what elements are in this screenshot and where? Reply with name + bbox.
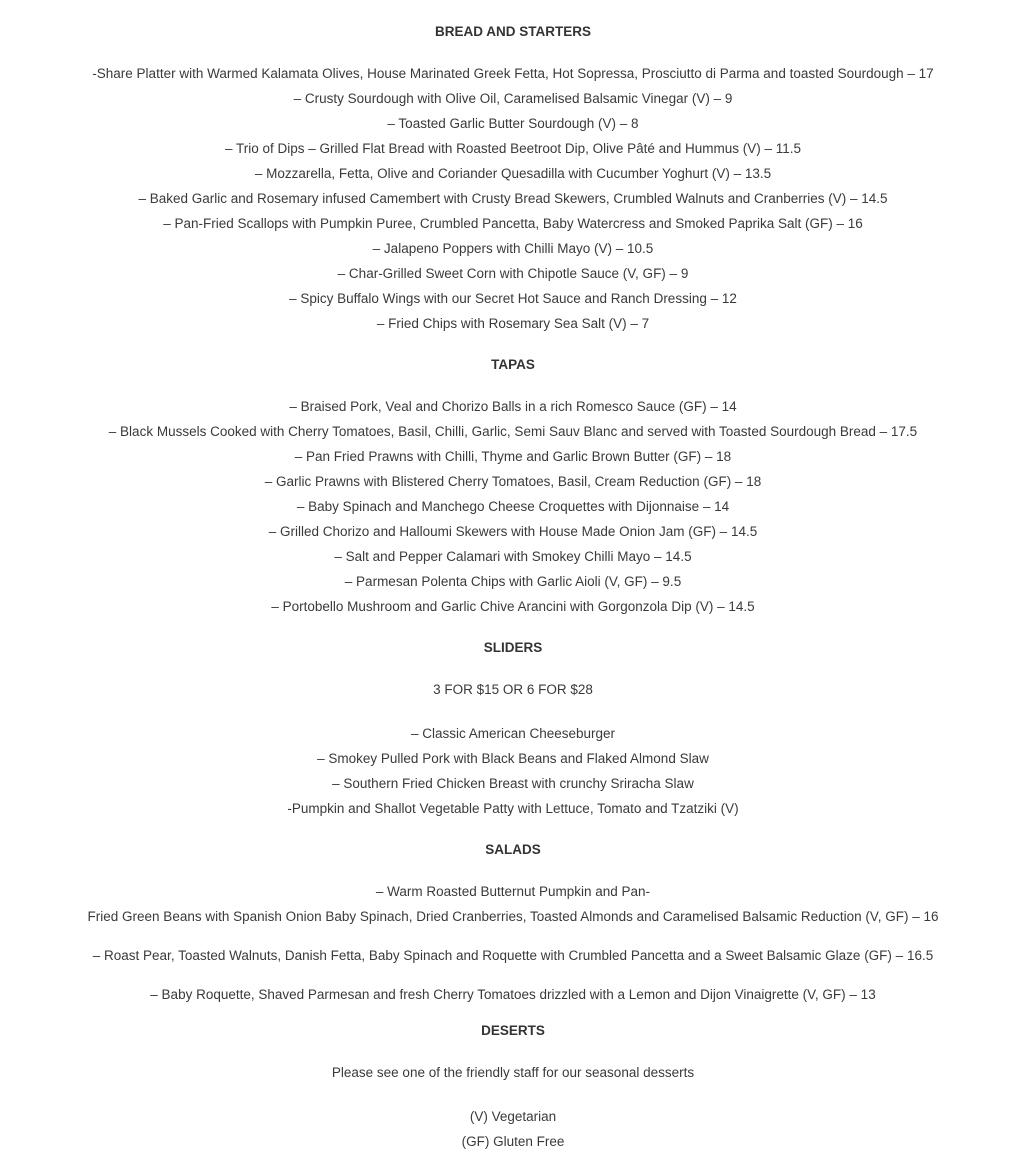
menu-item: – Fried Chips with Rosemary Sea Salt (V) – 7 [376,316,650,331]
section-title-bread-and-starters: BREAD AND STARTERS [434,24,591,39]
menu-item: – Trio of Dips – Grilled Flat Bread with Roasted Beetroot Dip, Olive Pâté and Hummus (V) – 11.5 [224,141,801,156]
legend-vegetarian: (V) Vegetarian [469,1109,557,1124]
deserts-text: Please see one of the friendly staff for our seasonal desserts [331,1065,695,1080]
menu-item: – Pan-Fried Scallops with Pumpkin Puree, Crumbled Pancetta, Baby Watercress and Smoked Paprika Salt (GF) – 16 [163,216,863,231]
menu-item: – Salt and Pepper Calamari with Smokey Chilli Mayo – 14.5 [334,549,692,564]
section-title-sliders: SLIDERS [483,640,543,655]
menu-item: – Baby Spinach and Manchego Cheese Croquettes with Dijonnaise – 14 [296,499,730,514]
menu-item: – Black Mussels Cooked with Cherry Tomatoes, Basil, Chilli, Garlic, Semi Sauv Blanc and served with Toasted Sourdough Bread – 17.5 [108,424,918,439]
salad-item [18,879,1008,929]
menu-item: – Toasted Garlic Butter Sourdough (V) – 8 [387,116,639,131]
section-title-deserts: DESERTS [481,1023,545,1038]
sliders-list [18,721,1008,821]
menu-item: – Grilled Chorizo and Halloumi Skewers with House Made Onion Jam (GF) – 14.5 [268,524,758,539]
section-title-salads: SALADS [485,842,541,857]
menu-item: – Parmesan Polenta Chips with Garlic Aioli (V, GF) – 9.5 [344,574,682,589]
section-title-tapas: TAPAS [491,357,535,372]
menu-item: – Char-Grilled Sweet Corn with Chipotle Sauce (V, GF) – 9 [337,266,689,281]
menu-item: – Jalapeno Poppers with Chilli Mayo (V) – 10.5 [372,241,654,256]
menu-item: – Portobello Mushroom and Garlic Chive Arancini with Gorgonzola Dip (V) – 14.5 [271,599,755,614]
salad-item: – Baby Roquette, Shaved Parmesan and fresh Cherry Tomatoes drizzled with a Lemon and Dijon Vinaigrette (V, GF) – 13 [150,987,876,1002]
salad-item: – Roast Pear, Toasted Walnuts, Danish Fetta, Baby Spinach and Roquette with Crumbled Pancetta and a Sweet Balsamic Glaze (GF) – 16.5 [92,948,934,963]
menu [18,0,1008,1154]
salads-list [18,879,1008,1007]
menu-item: – Crusty Sourdough with Olive Oil, Caramelised Balsamic Vinegar (V) – 9 [293,91,733,106]
menu-item: – Braised Pork, Veal and Chorizo Balls in a rich Romesco Sauce (GF) – 14 [289,399,737,414]
menu-item: – Garlic Prawns with Blistered Cherry Tomatoes, Basil, Cream Reduction (GF) – 18 [264,474,762,489]
menu-item: – Mozzarella, Fetta, Olive and Coriander Quesadilla with Cucumber Yoghurt (V) – 13.5 [254,166,772,181]
tapas-list [18,394,1008,619]
legend-gluten-free: (GF) Gluten Free [461,1134,565,1149]
salad-item-line: – Warm Roasted Butternut Pumpkin and Pan- [375,884,651,899]
bread-and-starters-list [18,61,1008,336]
menu-item: – Spicy Buffalo Wings with our Secret Hot Sauce and Ranch Dressing – 12 [289,291,737,306]
menu-item: – Baked Garlic and Rosemary infused Camembert with Crusty Bread Skewers, Crumbled Walnuts and Cranberries (V) – 14.5 [138,191,888,206]
dietary-legend [18,1104,1008,1154]
menu-item: -Share Platter with Warmed Kalamata Olives, House Marinated Greek Fetta, Hot Sopressa, Prosciutto di Parma and toasted Sourdough – 17 [92,66,934,81]
sliders-pricing: 3 FOR $15 OR 6 FOR $28 [433,682,593,697]
salad-item-line: Fried Green Beans with Spanish Onion Baby Spinach, Dried Cranberries, Toasted Almonds and Caramelised Balsamic Reduction (V, GF) – 16 [87,909,939,924]
menu-item: – Southern Fried Chicken Breast with crunchy Sriracha Slaw [332,776,694,791]
menu-item: – Smokey Pulled Pork with Black Beans and Flaked Almond Slaw [317,751,709,766]
menu-item: – Classic American Cheeseburger [410,726,616,741]
menu-item: – Pan Fried Prawns with Chilli, Thyme and Garlic Brown Butter (GF) – 18 [294,449,732,464]
menu-item: -Pumpkin and Shallot Vegetable Patty with Lettuce, Tomato and Tzatziki (V) [287,801,739,816]
